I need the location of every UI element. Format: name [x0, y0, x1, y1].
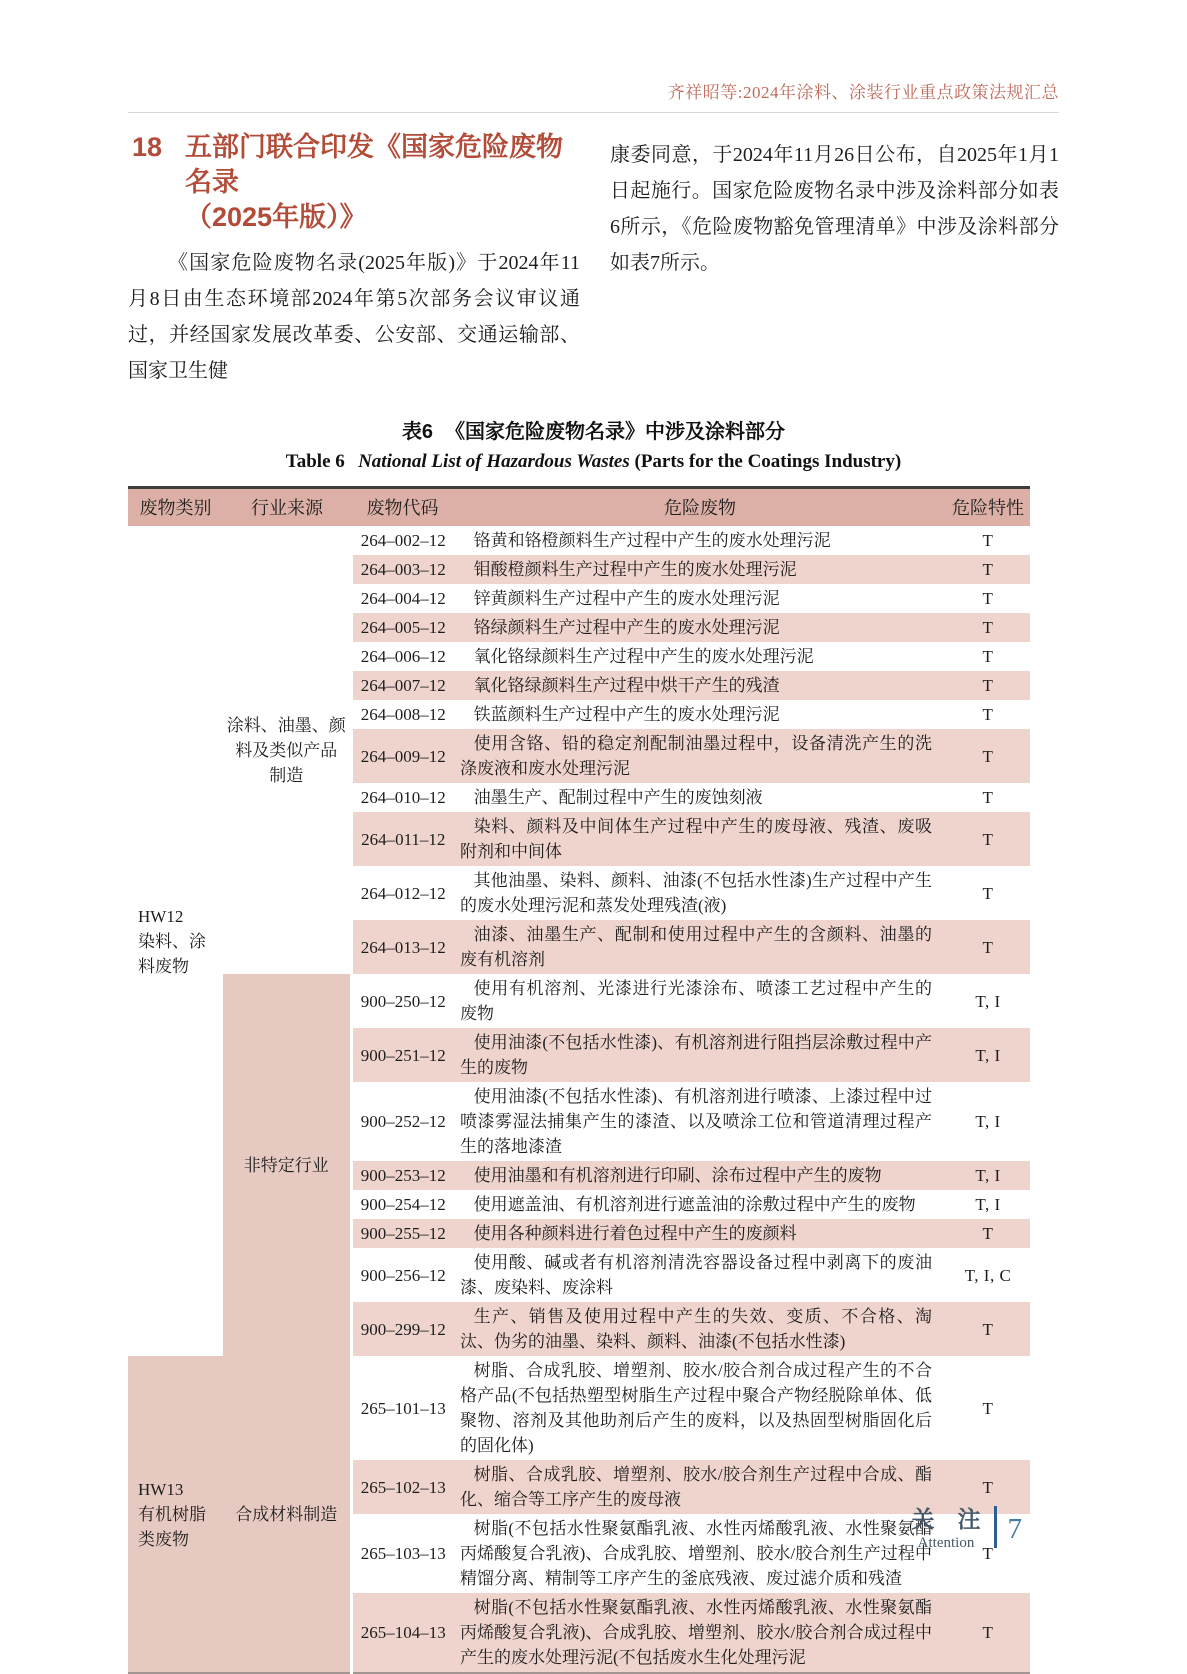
waste-code-cell: 900–250–12	[360, 991, 446, 1011]
waste-code-cell: 264–004–12	[360, 589, 446, 608]
waste-category-cell-line: 料废物	[138, 956, 189, 976]
waste-category-cell-line: 类废物	[138, 1529, 189, 1549]
waste-category-cell-line: HW12	[138, 906, 184, 926]
body-paragraph-left: 《国家危险废物名录(2025年版)》于2024年11月8日由生态环境部2024年第5次部务会议审议通过，并经国家发展改革委、公安部、交通运输部、国家卫生健	[128, 252, 580, 382]
waste-code-cell: 264–009–12	[360, 746, 446, 766]
waste-category-cell-line: 有机树脂	[138, 1504, 206, 1524]
waste-code-cell: 264–006–12	[360, 647, 446, 666]
hazard-waste-table	[128, 486, 1030, 1674]
hazard-waste-text: 树脂(不包括水性聚氨酯乳液、水性丙烯酸乳液、水性聚氨酯丙烯酸复合乳液)、合成乳胶、增塑剂、胶水/胶合剂合成过程中产生的废水处理污泥(不包括废水生化处理污泥	[460, 1598, 932, 1667]
hazard-table-body	[128, 526, 1030, 1673]
waste-code-cell: 264–010–12	[360, 788, 446, 807]
section-title	[128, 130, 580, 235]
section-title-line1: 五部门联合印发《国家危险废物名录	[185, 132, 563, 197]
waste-category-cell	[128, 526, 223, 1356]
hazard-waste-cell	[454, 1219, 946, 1248]
hazard-waste-text: 氧化铬绿颜料生产过程中产生的废水处理污泥	[473, 647, 814, 666]
waste-code-cell: 264–013–12	[360, 937, 446, 957]
hazard-waste-cell	[454, 1460, 946, 1514]
hazard-trait-cell: T	[982, 788, 994, 807]
hazard-trait-cell: T, I	[975, 1166, 1001, 1185]
hazard-waste-text: 树脂、合成乳胶、增塑剂、胶水/胶合剂生产过程中合成、酯化、缩合等工序产生的废母液	[460, 1465, 932, 1509]
section-number: 18	[132, 132, 163, 162]
hazard-trait-cell: T	[982, 589, 994, 608]
hazard-waste-text: 其他油墨、染料、颜料、油漆(不包括水性漆)生产过程中产生的废水处理污泥和蒸发处理残渣(液)	[460, 871, 932, 915]
hazard-waste-cell	[454, 642, 946, 671]
waste-code-cell: 264–007–12	[360, 676, 446, 695]
table-caption-en	[128, 451, 1059, 473]
industry-source-cell	[223, 974, 351, 1356]
header-hazard-waste: 危险废物	[454, 488, 946, 527]
header-industry-source: 行业来源	[223, 488, 351, 527]
waste-category-cell-line: 染料、涂	[138, 931, 206, 951]
hazard-trait-cell: T	[982, 1398, 994, 1418]
hazard-waste-text: 铬黄和铬橙颜料生产过程中产生的废水处理污泥	[473, 531, 831, 550]
header-waste-category: 废物类别	[128, 488, 223, 527]
hazard-waste-text: 使用油墨和有机溶剂进行印刷、涂布过程中产生的废物	[473, 1166, 882, 1185]
hazard-waste-text: 树脂(不包括水性聚氨酯乳液、水性丙烯酸乳液、水性聚氨酯丙烯酸复合乳液)、合成乳胶、增塑剂、胶水/胶合剂生产过程中精馏分离、精制等工序产生的釜底残液、废过滤介质和残渣	[460, 1519, 932, 1588]
hazard-waste-cell	[454, 974, 946, 1028]
intro-columns	[128, 130, 1059, 389]
hazard-trait-cell: T	[982, 937, 994, 957]
waste-code-cell: 900–256–12	[360, 1265, 446, 1285]
table-row	[128, 1356, 1030, 1460]
hazard-trait-cell: T	[982, 1544, 994, 1563]
hazard-trait-cell: T	[982, 1319, 994, 1339]
waste-code-cell: 264–005–12	[360, 618, 446, 637]
intro-right-column	[610, 130, 1059, 389]
section-title-line2: （2025年版）》	[185, 202, 367, 232]
table-header	[128, 488, 1030, 527]
footer-labels	[912, 1501, 981, 1552]
hazard-trait-cell: T	[982, 829, 994, 849]
body-paragraph-right: 康委同意，于2024年11月26日公布，自2025年1月1日起施行。国家危险废物名录中涉及涂料部分如表6所示，《危险废物豁免管理清单》中涉及涂料部分如表7所示。	[610, 144, 1059, 274]
hazard-waste-cell	[454, 1082, 946, 1161]
table-caption-en-rest: (Parts for the Coatings Industry)	[634, 451, 902, 472]
waste-code-cell: 264–012–12	[360, 883, 446, 903]
waste-code-cell: 264–008–12	[360, 705, 446, 724]
table-caption-zh-label: 表6	[401, 421, 434, 443]
hazard-waste-cell	[454, 613, 946, 642]
table-caption-zh-text: 《国家危险废物名录》中涉及涂料部分	[445, 421, 786, 443]
waste-code-cell: 265–104–13	[360, 1623, 446, 1642]
waste-code-cell: 900–253–12	[360, 1166, 446, 1185]
hazard-waste-text: 染料、颜料及中间体生产过程中产生的废母液、残渣、废吸附剂和中间体	[460, 817, 932, 861]
page-footer	[912, 1501, 1023, 1552]
hazard-waste-cell	[454, 526, 946, 555]
industry-source-cell-line: 料及类似产品	[235, 740, 338, 760]
hazard-waste-text: 油漆、油墨生产、配制和使用过程中产生的含颜料、油墨的废有机溶剂	[460, 925, 932, 969]
waste-code-cell: 900–251–12	[360, 1045, 446, 1065]
industry-source-cell	[223, 526, 351, 974]
table-row	[128, 526, 1030, 555]
industry-source-cell-line: 制造	[269, 765, 304, 785]
industry-source-cell	[223, 1356, 351, 1673]
table-header-row	[128, 488, 1030, 527]
header-hazard-trait: 危险特性	[946, 488, 1030, 527]
hazard-waste-cell	[454, 700, 946, 729]
footer-divider-bar	[994, 1506, 997, 1548]
hazard-waste-cell	[454, 1028, 946, 1082]
industry-source-cell-line: 涂料、油墨、颜	[226, 715, 346, 735]
hazard-waste-cell	[454, 1190, 946, 1219]
waste-code-cell: 900–254–12	[360, 1195, 446, 1214]
hazard-waste-text: 油墨生产、配制过程中产生的废蚀刻液	[473, 788, 763, 807]
hazard-trait-cell: T, I	[975, 1195, 1001, 1214]
waste-category-cell	[128, 1356, 223, 1673]
hazard-waste-cell	[454, 1593, 946, 1673]
hazard-waste-cell	[454, 1514, 946, 1593]
header-waste-code: 废物代码	[351, 488, 454, 527]
hazard-waste-text: 树脂、合成乳胶、增塑剂、胶水/胶合剂合成过程产生的不合格产品(不包括热塑型树脂生产过程中聚合产物经脱除单体、低聚物、溶剂及其他助剂后产生的废料，以及热固型树脂固化后的固化体)	[460, 1361, 932, 1455]
hazard-waste-cell	[454, 866, 946, 920]
waste-code-cell: 265–103–13	[360, 1544, 446, 1563]
hazard-trait-cell: T	[982, 1224, 994, 1243]
table-caption-en-title: National List of Hazardous Wastes	[358, 451, 630, 472]
waste-code-cell: 265–102–13	[360, 1477, 446, 1497]
hazard-waste-text: 使用含铬、铅的稳定剂配制油墨过程中，设备清洗产生的洗涤废液和废水处理污泥	[460, 734, 932, 778]
table-caption-zh	[128, 415, 1059, 444]
footer-section-label-en: Attention	[917, 1535, 975, 1551]
hazard-trait-cell: T	[982, 1477, 994, 1497]
footer-section-label-zh: 关 注	[911, 1506, 981, 1532]
hazard-trait-cell: T	[982, 647, 994, 666]
hazard-trait-cell: T	[982, 618, 994, 637]
hazard-trait-cell: T	[982, 531, 994, 550]
hazard-trait-cell: T	[982, 560, 994, 579]
waste-code-cell: 265–101–13	[360, 1398, 446, 1418]
hazard-waste-cell	[454, 920, 946, 974]
hazard-waste-text: 氧化铬绿颜料生产过程中烘干产生的残渣	[473, 676, 780, 695]
hazard-waste-cell	[454, 671, 946, 700]
hazard-waste-text: 生产、销售及使用过程中产生的失效、变质、不合格、淘汰、伪劣的油墨、染料、颜料、油漆(不包括水性漆)	[460, 1307, 932, 1351]
waste-code-cell: 264–011–12	[361, 829, 446, 849]
table-row	[128, 974, 1030, 1028]
hazard-trait-cell: T	[982, 1623, 994, 1642]
hazard-waste-cell	[454, 1248, 946, 1302]
hazard-trait-cell: T	[982, 746, 994, 766]
hazard-waste-cell	[454, 1356, 946, 1460]
hazard-trait-cell: T	[982, 705, 994, 724]
waste-category-cell-line: HW13	[138, 1479, 184, 1499]
intro-left-column	[128, 130, 580, 389]
hazard-waste-text: 锌黄颜料生产过程中产生的废水处理污泥	[473, 589, 780, 608]
hazard-waste-cell	[454, 729, 946, 783]
hazard-waste-cell	[454, 1302, 946, 1356]
hazard-waste-text: 钼酸橙颜料生产过程中产生的废水处理污泥	[473, 560, 797, 579]
waste-code-cell: 264–003–12	[360, 560, 446, 579]
hazard-trait-cell: T	[982, 883, 994, 903]
waste-code-cell: 900–299–12	[360, 1319, 446, 1339]
hazard-waste-cell	[454, 1161, 946, 1190]
hazard-waste-text: 铁蓝颜料生产过程中产生的废水处理污泥	[473, 705, 780, 724]
hazard-waste-text: 使用各种颜料进行着色过程中产生的废颜料	[473, 1224, 797, 1243]
hazard-waste-text: 使用遮盖油、有机溶剂进行遮盖油的涂敷过程中产生的废物	[473, 1195, 916, 1214]
hazard-trait-cell: T, I	[975, 991, 1001, 1011]
hazard-trait-cell: T, I, C	[964, 1265, 1012, 1285]
running-head: 齐祥昭等:2024年涂料、涂装行业重点政策法规汇总	[667, 83, 1059, 102]
hazard-waste-text: 使用油漆(不包括水性漆)、有机溶剂进行阻挡层涂敷过程中产生的废物	[460, 1033, 932, 1077]
industry-source-cell-line: 非特定行业	[243, 1155, 329, 1175]
waste-code-cell: 900–252–12	[360, 1112, 446, 1131]
hazard-waste-cell	[454, 584, 946, 613]
hazard-waste-text: 使用油漆(不包括水性漆)、有机溶剂进行喷漆、上漆过程中过喷漆雾湿法捕集产生的漆渣、以及喷涂工位和管道清理过程产生的落地漆渣	[460, 1087, 932, 1156]
hazard-trait-cell: T, I	[975, 1045, 1001, 1065]
header-rule	[128, 112, 1059, 113]
hazard-trait-cell: T	[982, 676, 994, 695]
hazard-waste-text: 使用酸、碱或者有机溶剂清洗容器设备过程中剥离下的废油漆、废染料、废涂料	[460, 1253, 932, 1297]
waste-code-cell: 900–255–12	[360, 1224, 446, 1243]
hazard-waste-cell	[454, 555, 946, 584]
hazard-waste-cell	[454, 812, 946, 866]
waste-code-cell: 264–002–12	[360, 531, 446, 550]
hazard-waste-text: 铬绿颜料生产过程中产生的废水处理污泥	[473, 618, 780, 637]
hazard-waste-cell	[454, 783, 946, 812]
hazard-trait-cell: T, I	[975, 1112, 1001, 1131]
hazard-waste-text: 使用有机溶剂、光漆进行光漆涂布、喷漆工艺过程中产生的废物	[460, 979, 932, 1023]
table-caption-en-label: Table 6	[285, 451, 345, 472]
page-number: 7	[1007, 1513, 1022, 1545]
industry-source-cell-line: 合成材料制造	[235, 1504, 338, 1524]
